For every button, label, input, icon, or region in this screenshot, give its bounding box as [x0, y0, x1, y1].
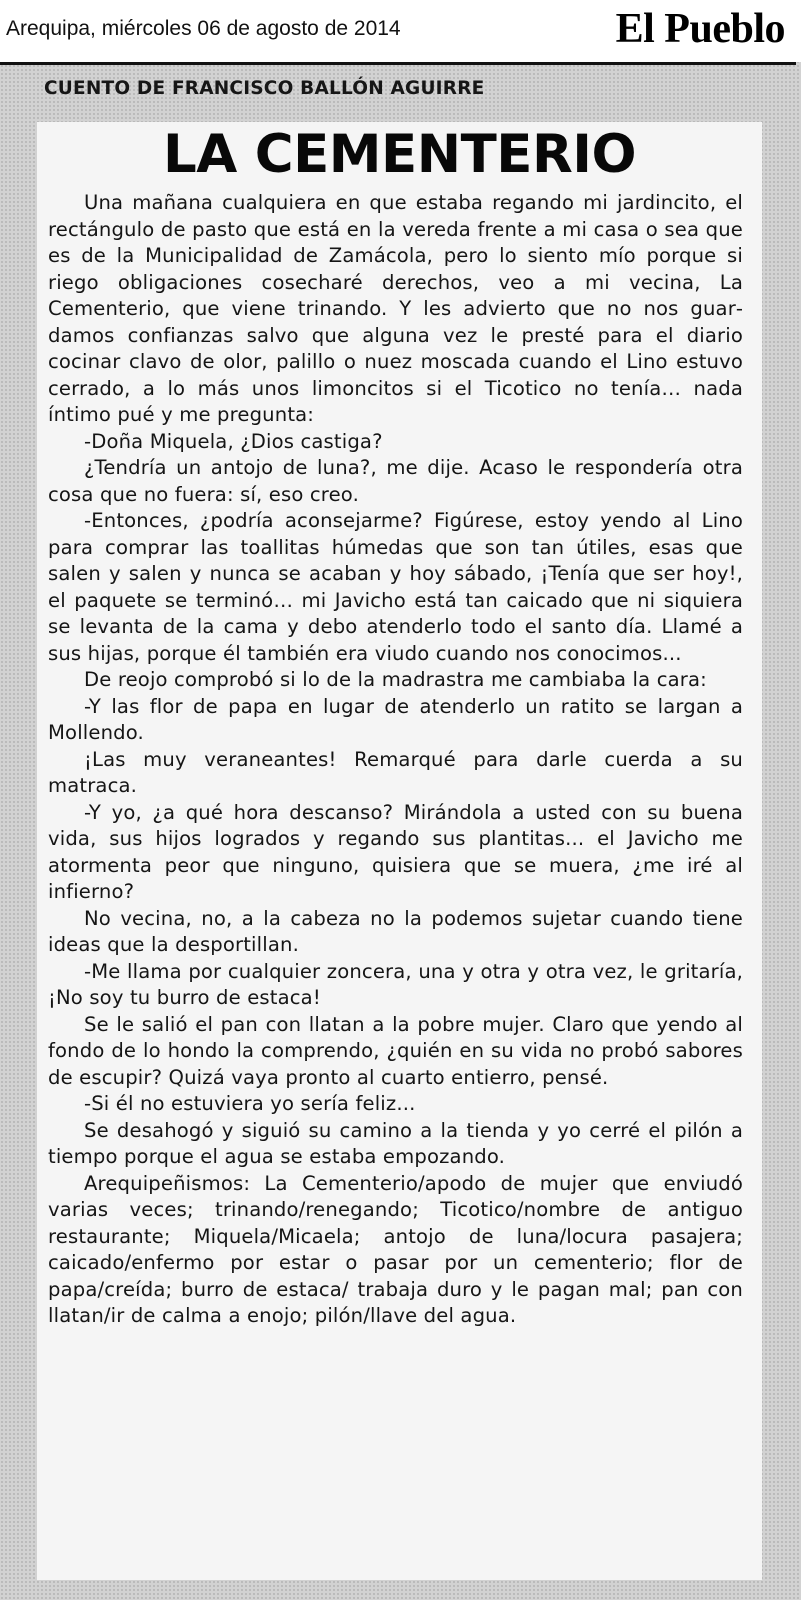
- story-paragraph: -Y yo, ¿a qué hora descanso? Mirándola a usted con su buena vida, sus hijos logrados y regando sus plantitas... el Javicho me atormenta peor que ninguno, quisiera que se muera, ¿me iré al infierno?: [48, 800, 743, 903]
- masthead: [0, 0, 801, 62]
- story-paragraph: -Y las flor de papa en lugar de atenderlo un ratito se largan a Mollendo.: [48, 694, 743, 744]
- story-paragraph: -Me llama por cualquier zoncera, una y otra y otra vez, le gritaría, ¡No soy tu burro de estaca!: [48, 959, 743, 1009]
- story-paragraph: No vecina, no, a la cabeza no la podemos sujetar cuando tiene ideas que la desportillan.: [48, 906, 743, 956]
- article-title: LA CEMENTERIO: [162, 124, 637, 185]
- story-paragraph: -Doña Miquela, ¿Dios castiga?: [84, 429, 383, 453]
- story-paragraph: -Si él no estuviera yo sería feliz...: [84, 1092, 416, 1115]
- story-paragraph: ¡Las muy veraneantes! Remarqué para darle cuerda a su matraca.: [48, 747, 743, 797]
- story-paragraph: Arequipeñismos: La Cementerio/apodo de mujer que enviudó varias veces; trinando/renegando; Ticotico/nombre de antiguo restaurante; Miquela/Micaela; antojo de luna/locura pasajera; caicado/enfermo por estar o pasar por un cementerio; flor de papa/creída; burro de estaca/ trabaja duro y le pagan mal; pan con llatan/ir de calma a enojo; pilón/llave del agua.: [48, 1171, 743, 1327]
- story-paragraph: Se desahogó y siguió su camino a la tienda y yo cerré el pilón a tiempo porque el agua se estaba empozando.: [48, 1118, 743, 1168]
- story-paragraph: -Entonces, ¿podría aconsejarme? Figúrese, estoy yendo al Lino para comprar las toallitas húmedas que son tan útiles, esas que salen y salen y nunca se acaban y hoy sábado, ¡Tenía que ser hoy!, el paquete se terminó… mi Javicho está tan caicado que ni siquiera se levanta de la cama y debo atenderlo todo el santo día. Llamé a sus hijas, porque él también era viudo cuando nos conocimos...: [48, 509, 743, 665]
- publication-date: Arequipa, miércoles 06 de agosto de 2014: [6, 17, 401, 40]
- story-paragraph: De reojo comprobó si lo de la madrastra me cambiaba la cara:: [84, 668, 707, 691]
- masthead-rule: [0, 62, 796, 65]
- story-paragraph: Una mañana cualquiera en que estaba regando mi jardincito, el rectángulo de pasto que está en la vereda frente a mi casa o sea que es de la Municipalidad de Zamácola, pero lo siento mío porque si riego obligaciones cosecharé derechos, veo a mi vecina, La Cementerio, que viene trinando. Y les advierto que no nos guardamos confianzas salvo que alguna vez le presté para el diario cocinar clavo de olor, palillo o nuez moscada cuando el Lino estuvo cerrado, a lo más unos limoncitos si el Ticotico no tenía… nada íntimo pué y me pregunta:: [48, 191, 743, 426]
- story-paragraph: ¿Tendría un antojo de luna?, me dije. Acaso le respondería otra cosa que no fuera: sí, eso creo.: [48, 456, 743, 506]
- newspaper-name: El Pueblo: [615, 6, 785, 52]
- article-kicker: CUENTO DE FRANCISCO BALLÓN AGUIRRE: [44, 78, 485, 99]
- story-body: [48, 190, 743, 1330]
- story-paragraph: Se le salió el pan con llatan a la pobre mujer. Claro que yendo al fondo de lo hondo la comprendo, ¿quién en su vida no probó sabores de escupir? Quizá vaya pronto al cuarto entierro, pensé.: [48, 1012, 743, 1089]
